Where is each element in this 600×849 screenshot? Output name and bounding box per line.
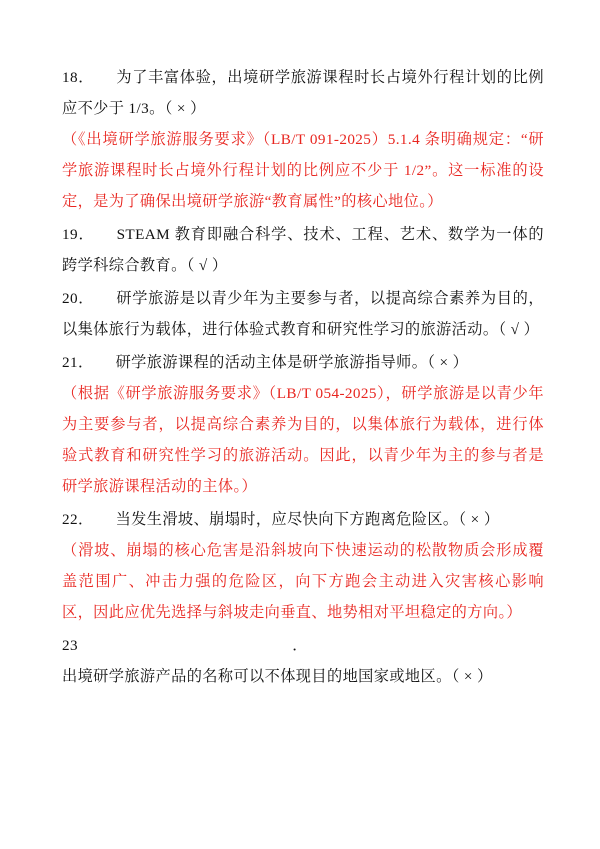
question-item: [62, 347, 544, 502]
question-number: 19．: [62, 226, 95, 243]
question-item: [62, 630, 544, 692]
question-number: 23．: [62, 637, 522, 654]
question-body: 出境研学旅游产品的名称可以不体现目的地国家或地区。（ × ）: [62, 668, 493, 685]
question-text: [62, 283, 544, 345]
question-text: [62, 62, 544, 124]
question-body: 研学旅游课程的活动主体是研学旅游指导师。（ × ）: [115, 354, 469, 371]
question-text: [62, 219, 544, 281]
question-item: [62, 504, 544, 628]
question-number: 22．: [62, 511, 94, 528]
question-item: [62, 62, 544, 217]
question-body: 为了丰富体验，出境研学旅游课程时长占境外行程计划的比例应不少于 1/3。（ × ）: [62, 69, 544, 117]
question-number: 20．: [62, 290, 95, 307]
question-body: 当发生滑坡、崩塌时，应尽快向下方跑离危险区。（ × ）: [115, 511, 500, 528]
question-number: 21．: [62, 354, 94, 371]
question-text: [62, 630, 544, 692]
answer-explanation: （滑坡、崩塌的核心危害是沿斜坡向下快速运动的松散物质会形成覆盖范围广、冲击力强的危险区，向下方跑会主动进入灾害核心影响区，因此应优先选择与斜坡走向垂直、地势相对平坦稳定的方向。）: [62, 542, 544, 621]
answer-explanation: （《出境研学旅游服务要求》（LB/T 091-2025）5.1.4 条明确规定：“研学旅游课程时长占境外行程计划的比例应不少于 1/2”。这一标准的设定，是为了确保出境研学旅游“教育属性”的核心地位。）: [62, 131, 544, 210]
question-item: [62, 283, 544, 345]
question-text: [62, 347, 544, 378]
question-text: [62, 504, 544, 535]
question-body: STEAM 教育即融合科学、技术、工程、艺术、数学为一体的跨学科综合教育。（ √ ）: [62, 226, 545, 274]
answer-explanation: （根据《研学旅游服务要求》（LB/T 054-2025），研学旅游是以青少年为主要参与者，以提高综合素养为目的，以集体旅行为载体，进行体验式教育和研究性学习的旅游活动。因此，以青少年为主的参与者是研学旅游课程活动的主体。）: [62, 385, 544, 495]
question-item: [62, 219, 544, 281]
question-number: 18．: [62, 69, 95, 86]
question-body: 研学旅游是以青少年为主要参与者，以提高综合素养为目的，以集体旅行为载体，进行体验式教育和研究性学习的旅游活动。（ √ ）: [62, 290, 544, 338]
